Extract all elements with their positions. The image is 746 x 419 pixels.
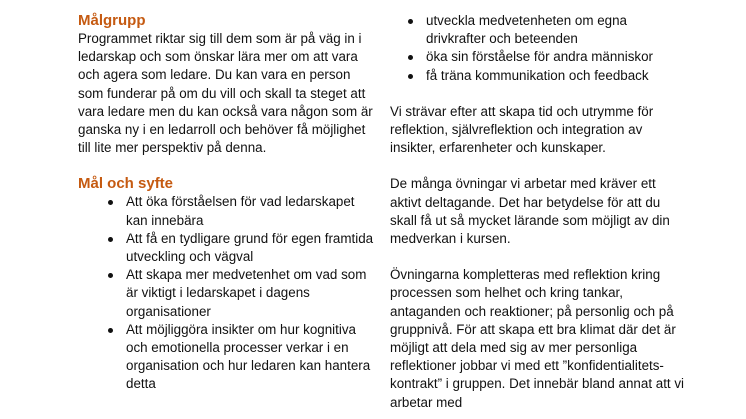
participation-paragraph: De många övningar vi arbetar med kräver ett aktivt deltagande. Det har betydelse för att du skall få ut så mycket lärande som möjligt av din medverkan i kursen. xyxy=(390,176,670,247)
goals-list xyxy=(78,193,378,393)
target-group-heading: Målgrupp xyxy=(78,12,146,29)
spacer xyxy=(390,248,690,266)
goals-heading: Mål och syfte xyxy=(78,175,174,193)
reflection-paragraph: Vi strävar efter att skapa tid och utrymme för reflektion, självreflektion och integration av insikter, erfarenheter och kunskaper. xyxy=(390,103,654,156)
right-column xyxy=(390,12,690,412)
list-item: Att få en tydligare grund för egen framtida utveckling och vägval xyxy=(78,230,378,266)
list-item: Att möjliggöra insikter om hur kognitiva och emotionella processer verkar i en organisation och hur ledaren kan hantera detta xyxy=(78,321,378,394)
spacer xyxy=(390,85,690,103)
list-item: få träna kommunikation och feedback xyxy=(404,67,690,85)
spacer xyxy=(78,157,378,175)
left-column xyxy=(78,12,378,394)
list-item: utveckla medvetenheten om egna drivkrafter och beteenden xyxy=(404,12,690,48)
list-item: Att öka förståelsen för vad ledarskapet kan innebära xyxy=(78,193,378,229)
list-item: öka sin förståelse för andra människor xyxy=(404,48,690,66)
list-item: Att skapa mer medvetenhet om vad som är viktigt i ledarskapet i dagens organisationer xyxy=(78,266,378,321)
exercises-paragraph: Övningarna kompletteras med reflektion kring processen som helhet och kring tankar, antaganden och reaktioner; på personlig och på gruppnivå. För att skapa ett bra klimat där det är möjligt att dela med sig av mer personliga reflektioner jobbar vi med ett ”konfidentialitets-kontrakt” i gruppen. Det innebär bland annat att vi arbetar med xyxy=(390,267,685,410)
right-bullet-list xyxy=(404,12,690,85)
spacer xyxy=(390,157,690,175)
target-group-paragraph: Programmet riktar sig till dem som är på väg in i ledarskap och som önskar lära mer om att vara och agera som ledare. Du kan vara en person som funderar på om du vill och skall ta steget att vara ledare men du kan också vara någon som är ganska ny i en ledarroll och behöver få möjlighet till lite mer perspektiv på denna. xyxy=(78,31,373,156)
